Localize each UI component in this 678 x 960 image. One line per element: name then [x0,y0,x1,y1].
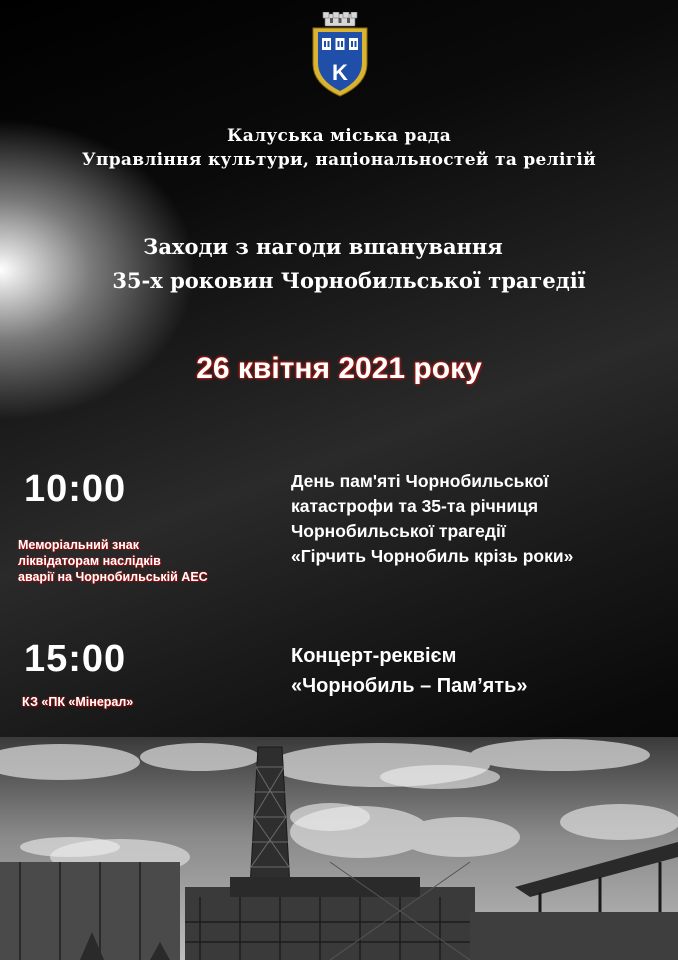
organization-name: Калуська міська рада [226,126,452,146]
event-1-description-line: День пам'яті Чорнобильської [291,471,549,491]
department-name: Управління культури, національностей та релігій [81,150,597,170]
event-1-description-line: катастрофи та 35-та річниця [291,496,539,516]
event-1-description-line: «Гірчить Чорнобиль крізь роки» [291,546,574,566]
event-2-location-line: КЗ «ПК «Мінерал» [22,695,134,709]
event-1-location [18,537,258,585]
crest-letter: K [332,60,348,85]
event-2-description-line: «Чорнобиль – Пам’ять» [291,675,528,697]
event-2-location [22,694,222,710]
city-coat-of-arms-icon [309,12,371,98]
event-2-description [291,641,651,701]
event-1-location-line: аварії на Чорнобильській АЕС [18,570,208,584]
event-2-time: 15:00 [24,638,127,680]
chernobyl-reactor-sarcophagus-image [0,737,678,960]
event-title-line-2: 35-х роковин Чорнобильської трагедії [112,268,586,293]
event-title-line-1: Заходи з нагоди вшанування [143,234,503,259]
event-date: 26 квітня 2021 року [196,352,482,385]
event-2-description-line: Концерт-реквієм [291,645,457,667]
event-1-location-line: ліквідаторам наслідків [18,554,161,568]
event-1-time: 10:00 [24,468,127,510]
event-1-description [291,469,671,569]
event-1-description-line: Чорнобильської трагедії [291,521,506,541]
event-1-location-line: Меморіальний знак [18,538,139,552]
